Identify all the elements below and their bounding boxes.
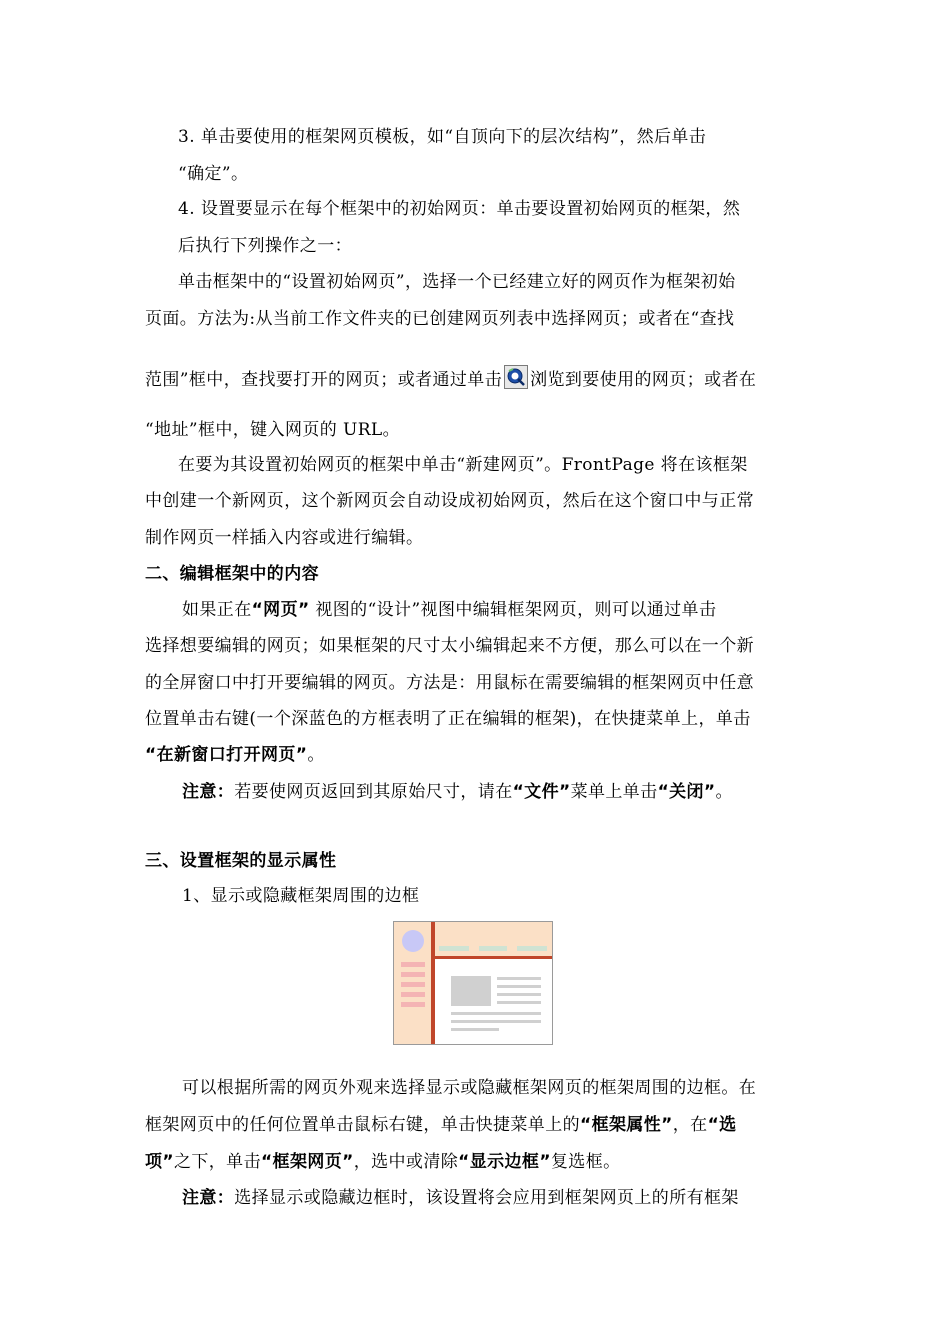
nav-bar	[401, 1002, 425, 1007]
note-line	[182, 780, 733, 804]
text-line	[497, 1001, 541, 1004]
step-4-continuation: 后执行下列操作之一：	[178, 236, 352, 256]
text-run: 框架网页中的任何位置单击鼠标右键，单击快捷菜单上的	[145, 1115, 580, 1135]
section-heading-3: 三、设置框架的显示属性	[145, 851, 337, 871]
bold-run: 项”	[145, 1152, 174, 1172]
paragraph-line	[145, 1113, 737, 1137]
nav-bar	[401, 992, 425, 997]
paragraph-line: 单击框架中的“设置初始网页”，选择一个已经建立好的网页作为框架初始	[178, 272, 736, 292]
paragraph-line: 中创建一个新网页，这个新网页会自动设成初始网页，然后在这个窗口中与正常	[145, 491, 754, 511]
note-line	[182, 1186, 739, 1210]
text-run: 如果正在	[182, 600, 252, 620]
bold-run: “框架网页”	[260, 1152, 354, 1172]
bold-run: “显示边框”	[458, 1152, 551, 1172]
text-line	[497, 993, 541, 996]
paragraph-line	[145, 743, 325, 767]
subsection-title: 1、显示或隐藏框架周围的边框	[182, 886, 420, 906]
text-run: 。	[715, 782, 733, 802]
paragraph-line: “地址”框中，键入网页的 URL。	[145, 420, 401, 440]
header-bar	[439, 946, 469, 951]
text-run: 视图的“设计”视图中编辑框架网页，则可以通过单击	[309, 600, 717, 620]
text-run: 之下，单击	[173, 1152, 261, 1172]
paragraph-line	[182, 598, 716, 622]
browse-folder-icon	[504, 365, 528, 389]
bold-run: “在新窗口打开网页”	[145, 745, 308, 765]
bold-run: “框架属性”	[580, 1115, 673, 1135]
frames-page-illustration	[393, 921, 553, 1045]
header-bar	[479, 946, 507, 951]
header-bar	[517, 946, 547, 951]
paragraph-line: 可以根据所需的网页外观来选择显示或隐藏框架网页的框架周围的边框。在	[182, 1078, 757, 1098]
paragraph-line: 在要为其设置初始网页的框架中单击“新建网页”。FrontPage 将在该框架	[178, 455, 748, 475]
nav-bar	[401, 982, 425, 987]
section-heading-2: 二、编辑框架中的内容	[145, 564, 319, 584]
paragraph-line: 选择想要编辑的网页；如果框架的尺寸太小编辑起来不方便，那么可以在一个新	[145, 636, 754, 656]
bold-run: “文件”	[512, 782, 571, 802]
note-label: 注意：	[182, 782, 235, 802]
text-line	[497, 977, 541, 980]
text-line	[451, 1028, 499, 1031]
paragraph-line: 位置单击右键(一个深蓝色的方框表明了正在编辑的框架)，在快捷菜单上，单击	[145, 709, 751, 729]
step-4-text: 4. 设置要显示在每个框架中的初始网页：单击要设置初始网页的框架，然	[178, 199, 741, 219]
paragraph-line: 的全屏窗口中打开要编辑的网页。方法是：用鼠标在需要编辑的框架网页中任意	[145, 673, 754, 693]
paragraph-line: 页面。方法为:从当前工作文件夹的已创建网页列表中选择网页；或者在“查找	[145, 309, 735, 329]
note-label: 注意：	[182, 1188, 235, 1208]
text-line	[497, 985, 541, 988]
text-line	[451, 1020, 541, 1023]
nav-bar	[401, 972, 425, 977]
text-run: 选择显示或隐藏边框时，该设置将会应用到框架网页上的所有框架	[234, 1188, 739, 1208]
bold-run: “关闭”	[657, 782, 716, 802]
text-run: 菜单上单击	[570, 782, 658, 802]
bold-run: “网页”	[251, 600, 310, 620]
content-image	[451, 976, 491, 1006]
text-run: 浏览到要使用的网页；或者在	[530, 370, 757, 390]
step-3-continuation: “确定”。	[178, 164, 249, 184]
nav-bar	[401, 962, 425, 967]
logo-circle	[402, 930, 424, 952]
text-run: ，选中或清除	[353, 1152, 459, 1172]
step-3-text: 3. 单击要使用的框架网页模板，如“自顶向下的层次结构”，然后单击	[178, 127, 707, 147]
text-run: 范围”框中，查找要打开的网页；或者通过单击	[145, 370, 503, 390]
paragraph-line	[145, 365, 756, 392]
text-run: 复选框。	[550, 1152, 621, 1172]
bold-run: “选	[707, 1115, 737, 1135]
paragraph-line	[145, 1150, 621, 1174]
text-run: 。	[307, 745, 325, 765]
text-run: 若要使网页返回到其原始尺寸，请在	[234, 782, 513, 802]
paragraph-line: 制作网页一样插入内容或进行编辑。	[145, 528, 424, 548]
text-line	[451, 1012, 541, 1015]
text-run: ，在	[672, 1115, 708, 1135]
